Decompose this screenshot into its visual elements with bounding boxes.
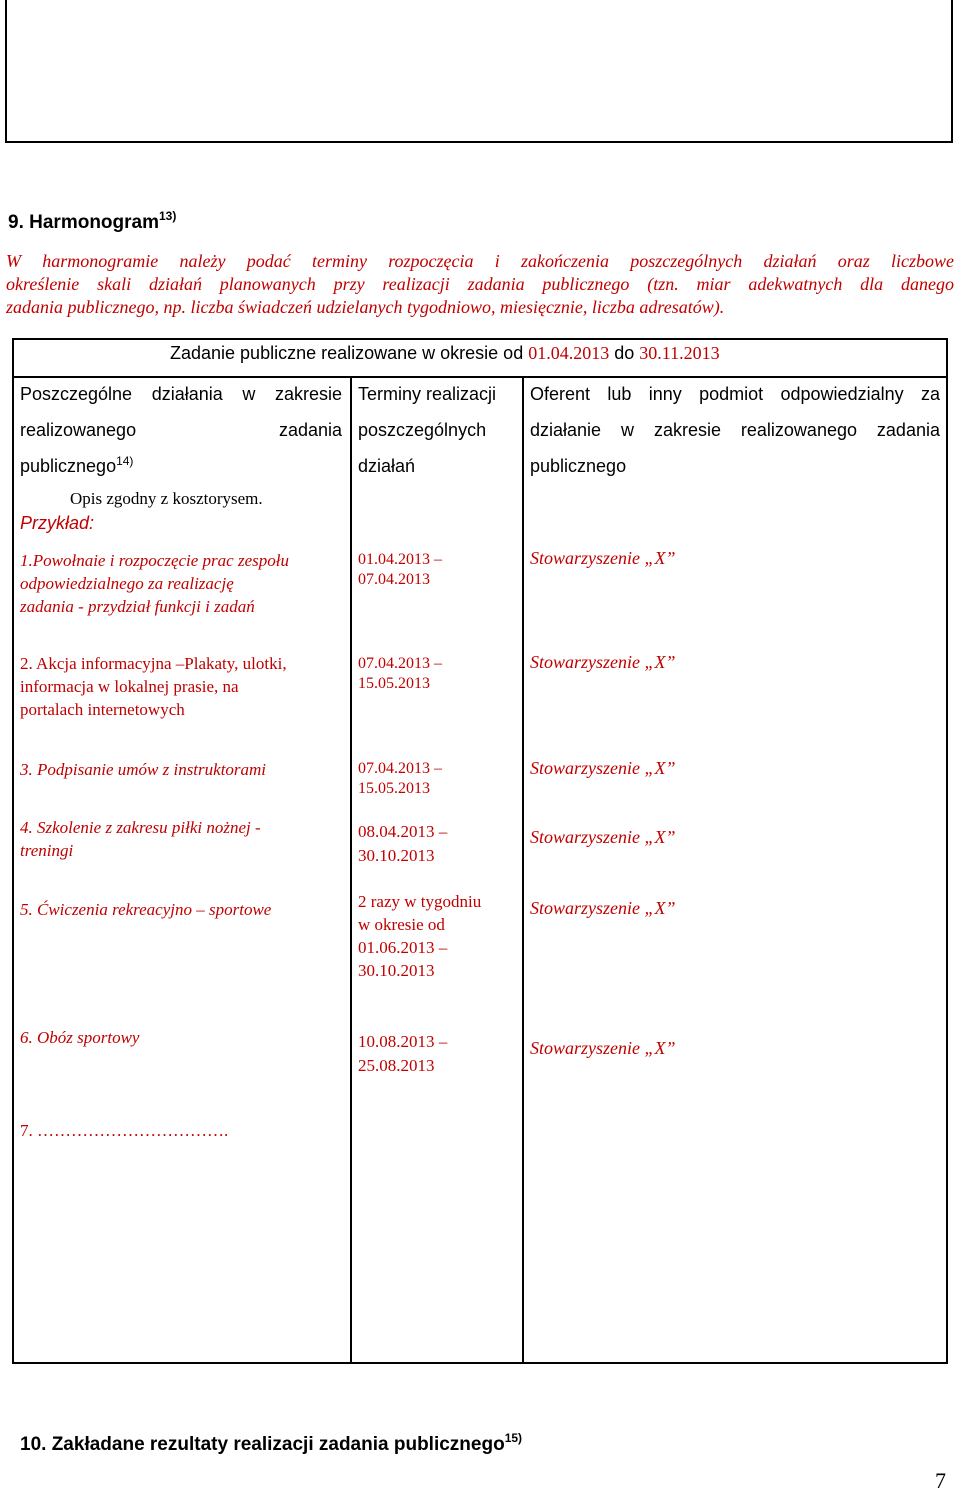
column-header-responsible — [530, 376, 940, 484]
col3-word: w — [621, 420, 634, 440]
row-6-dates — [358, 1030, 447, 1078]
col3-word: zakresie — [653, 420, 721, 440]
activity-line: 5. Ćwiczenia rekreacyjno – sportowe — [20, 900, 272, 919]
col3-word: podmiot — [699, 384, 764, 404]
section-9-heading — [8, 209, 177, 234]
col3-word: odpowiedzialny — [780, 384, 904, 404]
row-2-party: Stowarzyszenie „X” — [530, 652, 676, 672]
activity-line: 3. Podpisanie umów z instruktorami — [20, 760, 267, 779]
row-3-activity — [20, 758, 350, 781]
col1-word: publicznego — [20, 456, 117, 476]
period-mid: do — [614, 343, 635, 363]
example-label: Przykład: — [20, 513, 95, 533]
row-5-party: Stowarzyszenie „X” — [530, 898, 676, 918]
col1-header-line-3 — [20, 448, 342, 484]
col2-header-line-1: Terminy realizacji — [358, 384, 497, 404]
activity-line: portalach internetowych — [20, 700, 185, 719]
date-line: 2 razy w tygodniu — [358, 892, 482, 911]
col3-header-line-3: publicznego — [530, 456, 627, 476]
activity-line: 2. Akcja informacyjna –Plakaty, ulotki, — [20, 654, 287, 673]
date-line: 01.06.2013 – — [358, 938, 448, 957]
section-9-number: 9. — [8, 212, 24, 233]
col1-word: w — [242, 384, 256, 404]
col2-header-line-3: działań — [358, 456, 416, 476]
period-prefix: Zadanie publiczne realizowane w okresie od — [170, 343, 524, 363]
row-2-dates — [358, 654, 442, 694]
date-line: 10.08.2013 – — [358, 1032, 448, 1051]
date-line: w okresie od — [358, 915, 445, 934]
column-divider-2 — [522, 377, 524, 1363]
col1-header-line-2 — [20, 412, 342, 448]
col1-footnote: 14) — [116, 454, 134, 468]
activity-line: informacja w lokalnej prasie, na — [20, 677, 239, 696]
col3-word: działanie — [530, 420, 602, 440]
col3-word: inny — [648, 384, 682, 404]
section-9-footnote: 13) — [159, 209, 177, 223]
section-10-heading — [20, 1431, 523, 1456]
row-3-dates — [358, 759, 442, 799]
col3-header-line-2 — [530, 412, 940, 448]
col1-word: Poszczególne — [20, 384, 133, 404]
col3-header-line-1 — [530, 376, 940, 412]
col3-word: za — [920, 384, 940, 404]
instructions-line-2: określenie skali działań planowanych przy realizacji zadania publicznego (tzn. miar adekwatnych dla danego — [6, 274, 954, 294]
page-number: 7 — [935, 1468, 946, 1493]
col3-word: Oferent — [530, 384, 591, 404]
period-to: 30.11.2013 — [639, 343, 720, 363]
row-1-dates — [358, 550, 442, 590]
column-header-activities — [20, 376, 342, 484]
date-line: 07.04.2013 – — [358, 760, 442, 777]
column-divider-1 — [350, 377, 352, 1363]
col1-word: zadania — [278, 420, 342, 440]
section-10-title: Zakładane rezultaty realizacji zadania publicznego — [51, 1434, 505, 1455]
section-9-instructions — [6, 250, 954, 319]
date-line: 30.10.2013 — [358, 846, 435, 865]
col3-word: realizowanego — [740, 420, 857, 440]
instructions-line-1: W harmonogramie należy podać terminy rozpoczęcia i zakończenia poszczególnych działań oraz liczbowe — [6, 251, 954, 271]
activity-line: odpowiedzialnego za realizację — [20, 574, 234, 593]
row-7-placeholder: 7. ……………………………. — [20, 1121, 229, 1140]
instructions-line-3: zadania publicznego, np. liczba świadczeń udzielanych tygodniowo, miesięcznie, liczba adresatów). — [6, 297, 725, 317]
col3-word: zadania — [876, 420, 940, 440]
section-10-footnote: 15) — [504, 1431, 523, 1445]
date-line: 25.08.2013 — [358, 1056, 435, 1075]
row-3-party: Stowarzyszenie „X” — [530, 758, 676, 778]
row-1-party: Stowarzyszenie „X” — [530, 548, 676, 568]
date-line: 08.04.2013 – — [358, 822, 448, 841]
row-6-activity — [20, 1026, 350, 1049]
col1-word: zakresie — [274, 384, 342, 404]
period-from: 01.04.2013 — [528, 343, 610, 363]
activity-line: 4. Szkolenie z zakresu piłki nożnej - — [20, 818, 261, 837]
previous-section-box — [5, 0, 953, 143]
col1-word: realizowanego — [20, 420, 137, 440]
activity-line: 1.Powołnaie i rozpoczęcie prac zespołu — [20, 551, 289, 570]
col1-word: działania — [151, 384, 223, 404]
col2-header-line-2: poszczególnych — [358, 420, 487, 440]
section-10-number: 10. — [20, 1434, 47, 1455]
row-6-party: Stowarzyszenie „X” — [530, 1038, 676, 1058]
date-line: 15.05.2013 — [358, 675, 430, 692]
col1-header-line-1 — [20, 376, 342, 412]
row-1-activity — [20, 549, 350, 618]
col3-word: lub — [607, 384, 632, 404]
row-2-activity — [20, 652, 350, 721]
activity-line: 6. Obóz sportowy — [20, 1028, 140, 1047]
date-line: 15.05.2013 — [358, 780, 430, 797]
date-line: 30.10.2013 — [358, 961, 435, 980]
section-9-title: Harmonogram — [29, 212, 159, 233]
row-5-dates — [358, 890, 481, 982]
cost-estimate-note: Opis zgodny z kosztorysem. — [70, 489, 263, 508]
date-line: 01.04.2013 – — [358, 551, 442, 568]
row-4-activity — [20, 816, 350, 862]
row-4-party: Stowarzyszenie „X” — [530, 827, 676, 847]
table-period — [170, 343, 720, 364]
date-line: 07.04.2013 – — [358, 655, 442, 672]
activity-line: zadania - przydział funkcji i zadań — [20, 597, 255, 616]
activity-line: treningi — [20, 841, 74, 860]
column-header-dates — [358, 376, 518, 484]
row-5-activity — [20, 898, 350, 921]
row-4-dates — [358, 820, 447, 868]
date-line: 07.04.2013 — [358, 571, 430, 588]
